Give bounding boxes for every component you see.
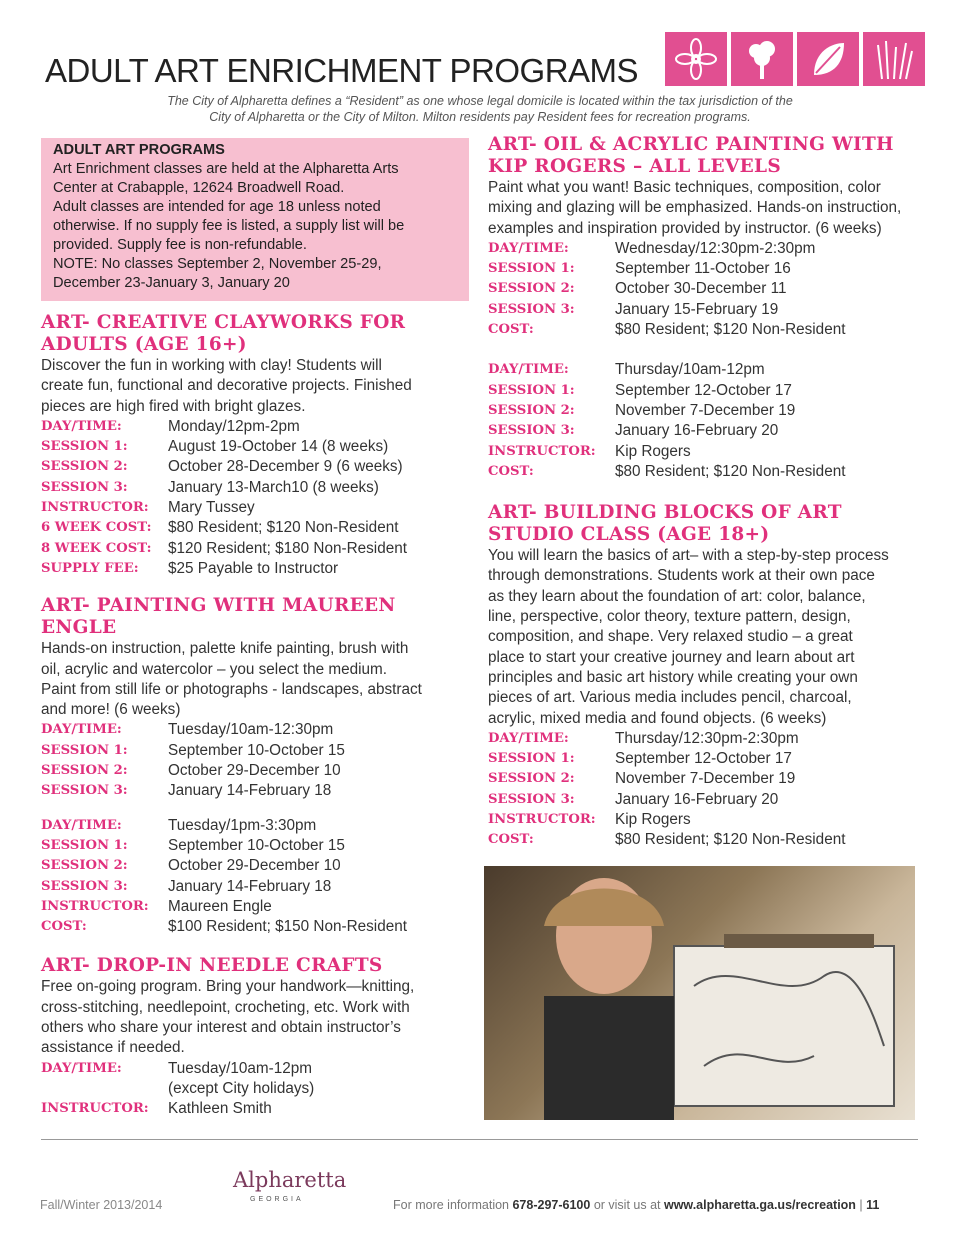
detail-row: 8 WEEK COST: $120 Resident; $180 Non-Resident bbox=[41, 539, 407, 557]
intro-line: otherwise. If no supply fee is listed, a supply list will be bbox=[53, 218, 405, 234]
intro-line: Art Enrichment classes are held at the Alpharetta Arts bbox=[53, 161, 399, 177]
section-title: ART- PAINTING WITH MAUREEN bbox=[41, 595, 396, 617]
intro-line: provided. Supply fee is non-refundable. bbox=[53, 237, 307, 253]
detail-row: SESSION 1: September 10-October 15 bbox=[41, 741, 345, 759]
section-desc: as they learn about the foundation of art: color, balance, bbox=[488, 587, 866, 605]
detail-row: INSTRUCTOR: Mary Tussey bbox=[41, 499, 255, 517]
section-desc: cross-stitching, needlepoint, crocheting, etc. Work with bbox=[41, 998, 410, 1016]
detail-row: INSTRUCTOR: Kip Rogers bbox=[488, 442, 691, 460]
detail-row: SESSION 1: September 12-October 17 bbox=[488, 381, 792, 399]
footer-divider bbox=[41, 1139, 918, 1140]
intro-line: December 23-January 3, January 20 bbox=[53, 275, 290, 291]
section-title: ENGLE bbox=[41, 617, 117, 639]
detail-row: 6 WEEK COST: $80 Resident; $120 Non-Resident bbox=[41, 519, 399, 537]
detail-row: DAY/TIME: Tuesday/10am-12pm bbox=[41, 1059, 312, 1077]
grass-icon bbox=[863, 32, 925, 86]
section-desc: others who share your interest and obtain instructor’s bbox=[41, 1019, 401, 1037]
section-desc: create fun, functional and decorative projects. Finished bbox=[41, 377, 412, 395]
needle-section bbox=[41, 955, 473, 1119]
intro-line: Center at Crabapple, 12624 Broadwell Road. bbox=[53, 180, 345, 196]
header-icons bbox=[665, 32, 925, 86]
intro-heading: ADULT ART PROGRAMS bbox=[53, 142, 225, 158]
detail-row: SESSION 3: January 15-February 19 bbox=[488, 300, 779, 318]
intro-line: NOTE: No classes September 2, November 25-29, bbox=[53, 256, 382, 272]
section-desc: line, perspective, color theory, texture pattern, design, bbox=[488, 608, 851, 626]
detail-row: COST: $80 Resident; $120 Non-Resident bbox=[488, 462, 846, 480]
detail-row: INSTRUCTOR: Maureen Engle bbox=[41, 897, 272, 915]
detail-row: DAY/TIME: Tuesday/1pm-3:30pm bbox=[41, 816, 317, 834]
section-title: ADULTS (AGE 16+) bbox=[41, 334, 247, 355]
detail-row: INSTRUCTOR: Kip Rogers bbox=[488, 811, 691, 829]
page-number: 11 bbox=[866, 1198, 880, 1212]
detail-row: SESSION 3: January 14-February 18 bbox=[41, 877, 332, 895]
section-desc: principles and basic art history while creating your own bbox=[488, 668, 858, 686]
section-desc: through demonstrations. Students work at their own pace bbox=[488, 567, 875, 585]
detail-row: DAY/TIME: Thursday/10am-12pm bbox=[488, 361, 765, 379]
detail-row: COST: $100 Resident; $150 Non-Resident bbox=[41, 918, 407, 936]
leaf-icon bbox=[797, 32, 859, 86]
section-desc: Discover the fun in working with clay! Students will bbox=[41, 357, 382, 374]
art-student-photo bbox=[484, 866, 915, 1120]
detail-row: COST: $80 Resident; $120 Non-Resident bbox=[488, 831, 846, 849]
clay-section bbox=[41, 312, 473, 579]
left-column bbox=[41, 312, 473, 1120]
detail-row: SESSION 2: November 7-December 19 bbox=[488, 401, 796, 419]
section-desc: You will learn the basics of art– with a step-by-step process bbox=[488, 547, 889, 565]
detail-row: SESSION 3: January 16-February 20 bbox=[488, 790, 779, 808]
detail-row: SESSION 2: October 29-December 10 bbox=[41, 762, 341, 780]
detail-row: DAY/TIME: Tuesday/10am-12:30pm bbox=[41, 721, 334, 739]
footer-info: For more information 678-297-6100 or visit us at www.alpharetta.ga.us/recreation | 11 bbox=[393, 1198, 880, 1212]
section-title: KIP ROGERS – ALL LEVELS bbox=[488, 156, 781, 177]
oil-section bbox=[488, 134, 920, 482]
detail-row: SESSION 1: August 19-October 14 (8 weeks) bbox=[41, 438, 389, 456]
section-desc: place to start your creative journey and learn about art bbox=[488, 648, 855, 666]
detail-row: SESSION 3: January 14-February 18 bbox=[41, 782, 332, 800]
detail-row: SESSION 2: November 7-December 19 bbox=[488, 770, 796, 788]
section-desc: assistance if needed. bbox=[41, 1039, 185, 1057]
detail-row: SESSION 1: September 12-October 17 bbox=[488, 750, 792, 768]
section-desc: composition, and shape. Very relaxed studio – a great bbox=[488, 628, 853, 646]
section-desc: pieces of art. Various media includes pencil, charcoal, bbox=[488, 689, 852, 707]
detail-row: INSTRUCTOR: Kathleen Smith bbox=[41, 1100, 272, 1118]
section-desc: pieces are high fired with bright glazes. bbox=[41, 397, 306, 415]
section-desc: Paint what you want! Basic techniques, composition, color bbox=[488, 179, 881, 196]
detail-row: SESSION 2: October 28-December 9 (6 weeks) bbox=[41, 458, 403, 476]
resident-note: The City of Alpharetta defines a “Resident” as one whose legal domicile is located within the tax jurisdiction of the City of Alpharetta or the City of Milton. Milton residents pay Resident fees for recreation programs. bbox=[167, 94, 793, 124]
footer-season: Fall/Winter 2013/2014 bbox=[40, 1198, 163, 1212]
section-desc: Free on-going program. Bring your handwork—knitting, bbox=[41, 978, 415, 996]
detail-row: DAY/TIME: Thursday/12:30pm-2:30pm bbox=[488, 729, 799, 747]
section-desc: mixing and glazing will be emphasized. Hands-on instruction, bbox=[488, 199, 902, 217]
painting-section bbox=[41, 595, 473, 937]
detail-row: COST: $80 Resident; $120 Non-Resident bbox=[488, 321, 846, 339]
detail-row: SUPPLY FEE: $25 Payable to Instructor bbox=[41, 559, 339, 577]
section-title: STUDIO CLASS (AGE 18+) bbox=[488, 524, 770, 546]
detail-row: SESSION 1: September 10-October 15 bbox=[41, 836, 345, 854]
section-desc: acrylic, mixed media and found objects. (6 weeks) bbox=[488, 709, 827, 727]
intro-line: Adult classes are intended for age 18 unless noted bbox=[53, 199, 381, 215]
section-desc: Hands-on instruction, palette knife painting, brush with bbox=[41, 640, 409, 658]
blocks-section bbox=[488, 502, 920, 850]
section-desc: Paint from still life or photographs - landscapes, abstract bbox=[41, 680, 422, 698]
detail-row: SESSION 2: October 29-December 10 bbox=[41, 857, 341, 875]
detail-row: SESSION 2: October 30-December 11 bbox=[488, 280, 787, 298]
detail-row: DAY/TIME: Monday/12pm-2pm bbox=[41, 417, 300, 435]
flower-icon bbox=[665, 32, 727, 86]
section-title: ART- DROP-IN NEEDLE CRAFTS bbox=[41, 955, 383, 977]
section-desc: and more! (6 weeks) bbox=[41, 701, 181, 719]
intro-box bbox=[41, 138, 469, 301]
section-title: ART- BUILDING BLOCKS OF ART bbox=[488, 502, 842, 524]
section-desc: examples and inspiration provided by instructor. (6 weeks) bbox=[488, 219, 882, 237]
page-title: ADULT ART ENRICHMENT PROGRAMS bbox=[45, 52, 639, 89]
section-title: ART- CREATIVE CLAYWORKS FOR bbox=[41, 312, 406, 333]
section-desc: oil, acrylic and watercolor – you select the medium. bbox=[41, 660, 388, 678]
alpharetta-logo: Alpharetta bbox=[233, 1168, 347, 1192]
section-title: ART- OIL & ACRYLIC PAINTING WITH bbox=[488, 134, 894, 155]
detail-row: SESSION 3: January 13-March10 (8 weeks) bbox=[41, 478, 379, 496]
right-column bbox=[488, 134, 920, 851]
detail-row: DAY/TIME: Wednesday/12:30pm-2:30pm bbox=[488, 239, 816, 257]
footer-phone: 678-297-6100 bbox=[512, 1198, 591, 1212]
alpharetta-logo-sub: GEORGIA bbox=[250, 1196, 304, 1203]
tree-icon bbox=[731, 32, 793, 86]
footer-url-link[interactable]: www.alpharetta.ga.us/recreation bbox=[663, 1198, 856, 1212]
detail-row: SESSION 3: January 16-February 20 bbox=[488, 422, 779, 440]
detail-row: (except City holidays) bbox=[168, 1079, 315, 1097]
detail-row: SESSION 1: September 11-October 16 bbox=[488, 260, 791, 278]
